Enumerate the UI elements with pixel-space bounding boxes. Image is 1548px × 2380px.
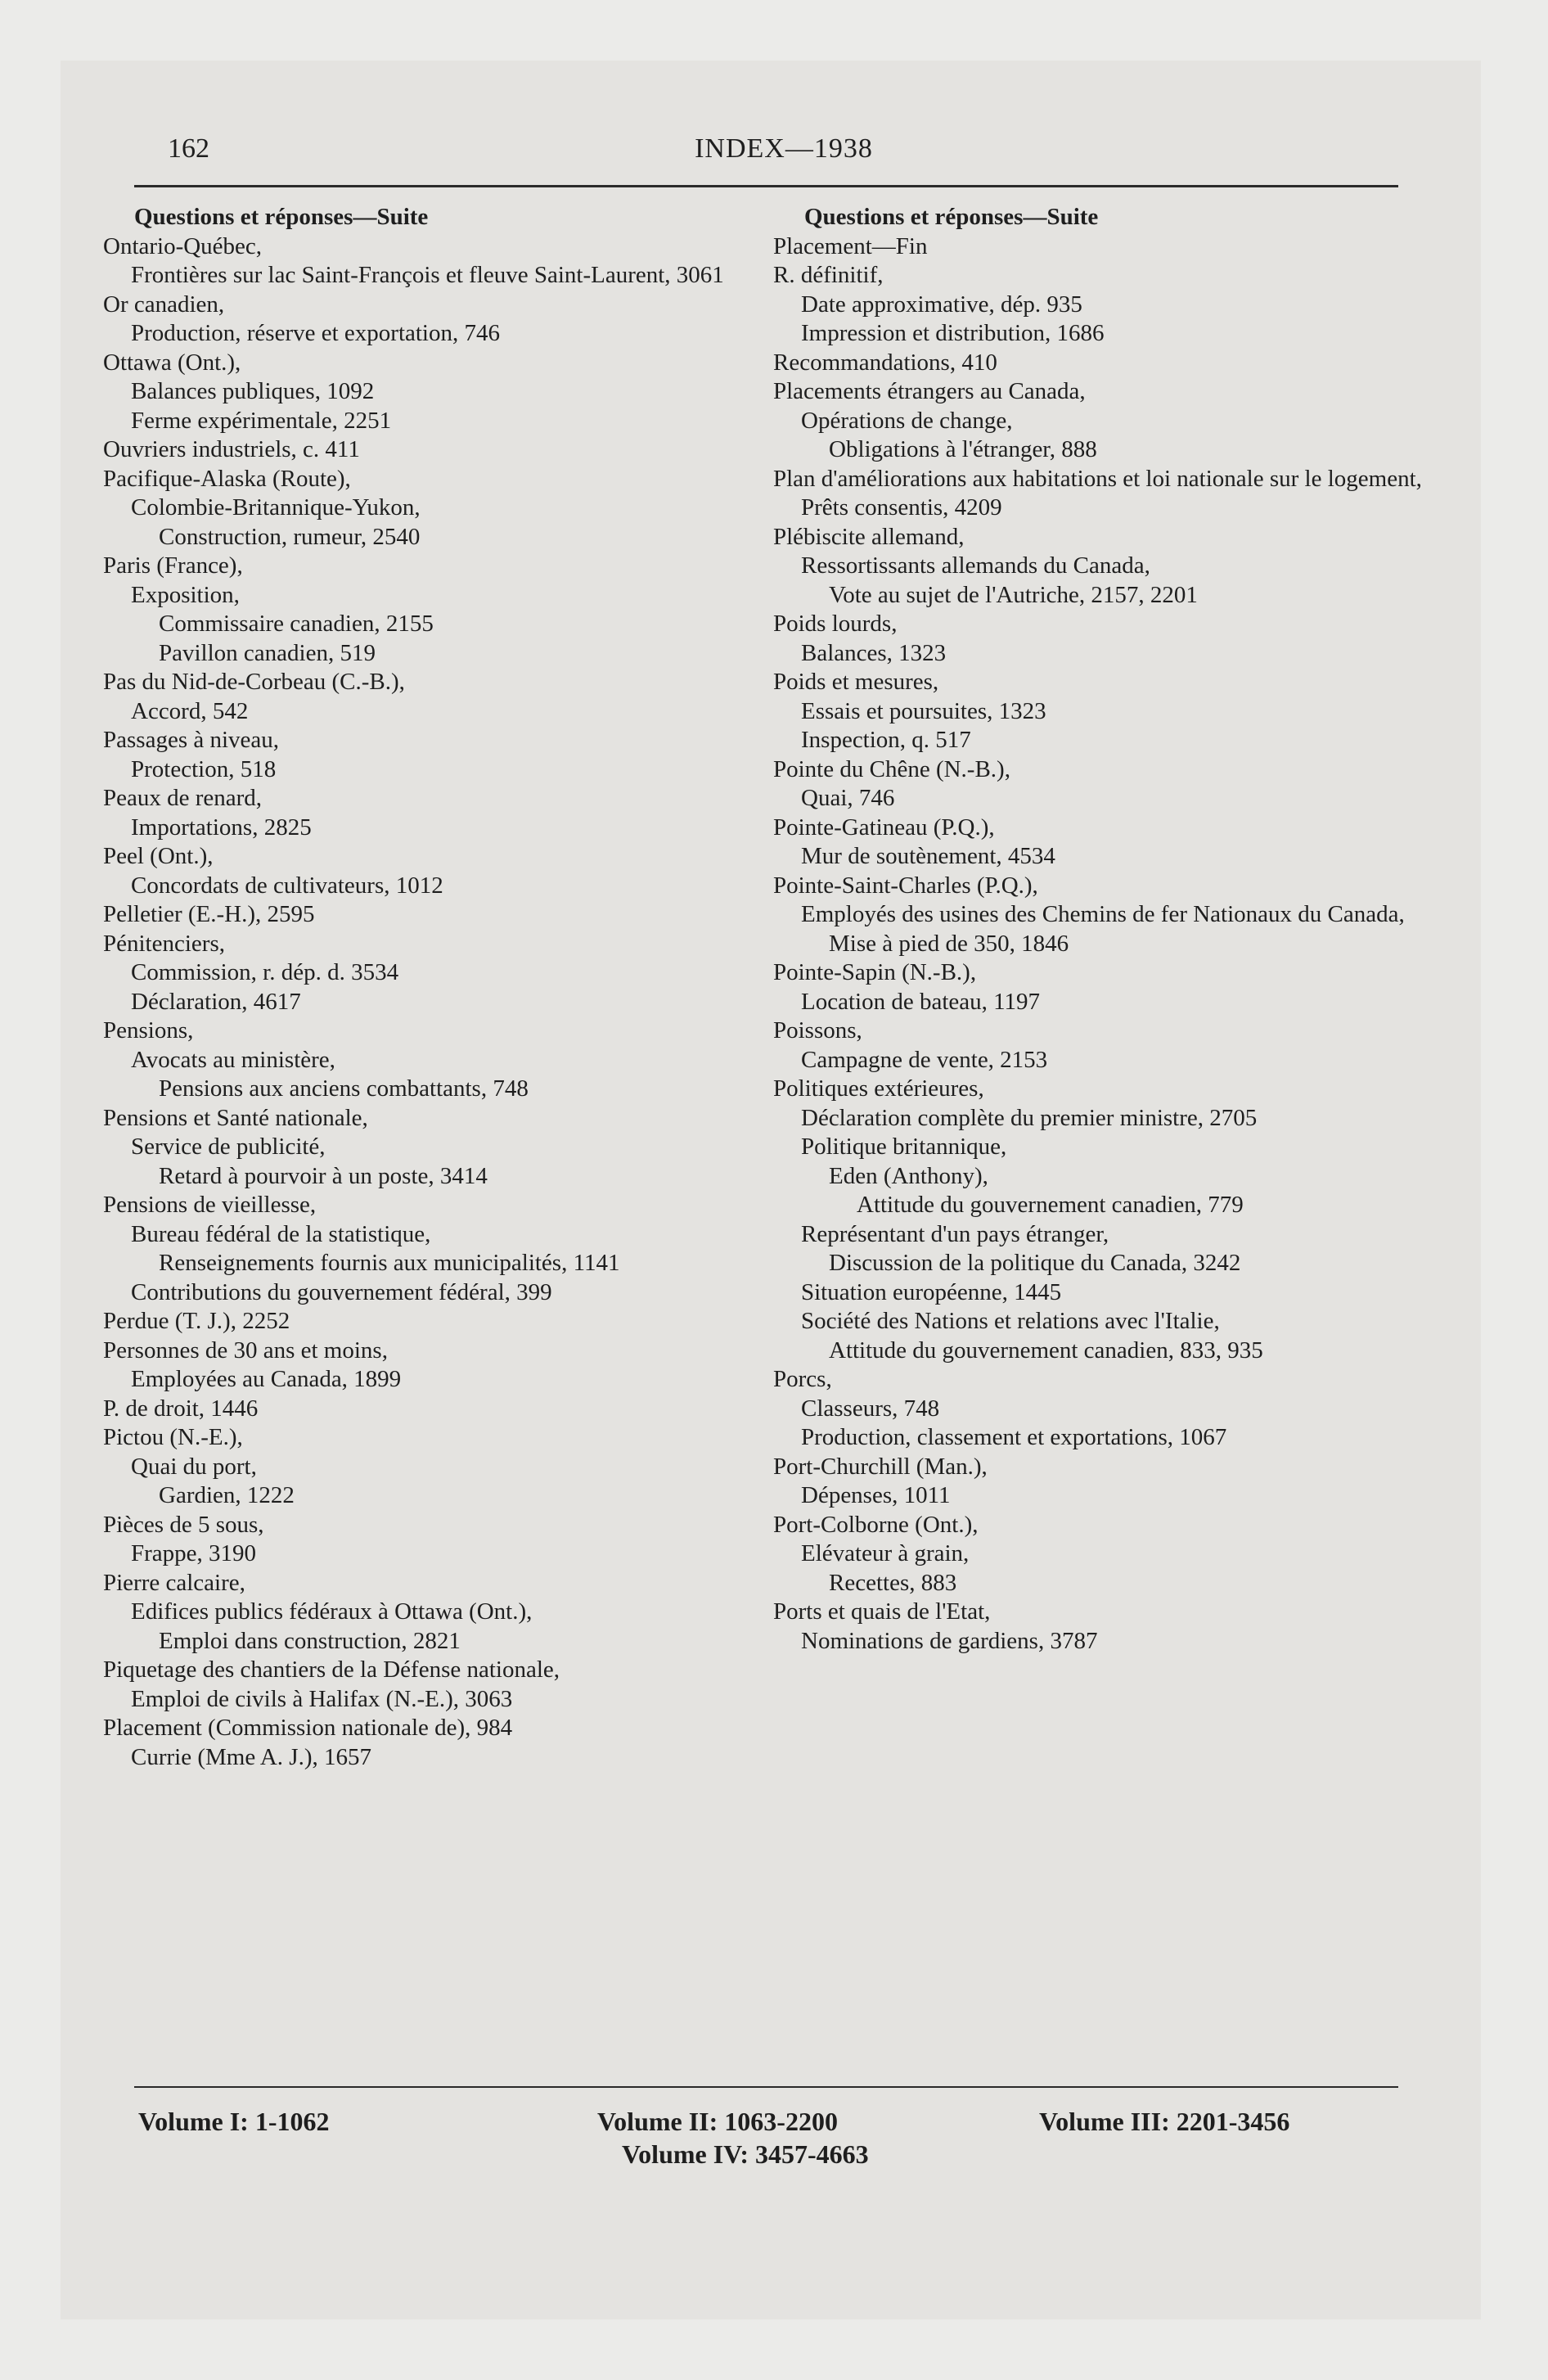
index-entry: Pensions aux anciens combattants, 748 — [159, 1075, 529, 1102]
index-entry: Pavillon canadien, 519 — [159, 639, 376, 666]
index-entry: Construction, rumeur, 2540 — [159, 523, 421, 550]
index-entry: Placements étrangers au Canada, — [773, 378, 1086, 404]
index-entry: Port-Colborne (Ont.), — [773, 1511, 979, 1538]
index-entry: Pointe-Sapin (N.-B.), — [773, 959, 977, 985]
section-heading: Questions et réponses—Suite — [134, 204, 429, 230]
index-entry: Emploi dans construction, 2821 — [159, 1627, 461, 1654]
index-entry: Avocats au ministère, — [131, 1046, 335, 1073]
index-entry: Placement—Fin — [773, 232, 928, 259]
index-entry: Ottawa (Ont.), — [103, 349, 241, 376]
index-entry: Piquetage des chantiers de la Défense nationale, — [103, 1657, 560, 1683]
page-title: INDEX—1938 — [695, 133, 873, 164]
index-entry: Représentant d'un pays étranger, — [801, 1220, 1109, 1247]
index-entry: Peel (Ont.), — [103, 843, 214, 869]
index-entry: Pensions de vieillesse, — [103, 1192, 317, 1218]
index-entry: Pelletier (E.-H.), 2595 — [103, 901, 315, 927]
index-entry: Personnes de 30 ans et moins, — [103, 1336, 388, 1364]
index-entry: Mur de soutènement, 4534 — [801, 843, 1055, 869]
index-entry: Attitude du gouvernement canadien, 779 — [857, 1192, 1244, 1218]
index-entry: Gardien, 1222 — [159, 1482, 295, 1508]
index-entry: Retard à pourvoir à un poste, 3414 — [159, 1162, 488, 1189]
index-entry: Quai, 746 — [801, 785, 895, 811]
index-entry: Currie (Mme A. J.), 1657 — [131, 1743, 371, 1770]
index-entry: Classeurs, 748 — [801, 1395, 940, 1422]
index-entry: Pièces de 5 sous, — [103, 1511, 264, 1538]
index-entry: Perdue (T. J.), 2252 — [103, 1308, 290, 1334]
index-entry: Nominations de gardiens, 3787 — [801, 1627, 1098, 1654]
index-entry: Employés des usines des Chemins de fer Nationaux du Canada, — [801, 901, 1405, 927]
index-entry: Vote au sujet de l'Autriche, 2157, 2201 — [829, 581, 1198, 608]
index-entry: Concordats de cultivateurs, 1012 — [131, 872, 443, 899]
index-entry: Déclaration, 4617 — [131, 988, 301, 1015]
index-entry: Elévateur à grain, — [801, 1540, 970, 1566]
index-entry: Colombie-Britannique-Yukon, — [131, 494, 421, 521]
index-entry: Edifices publics fédéraux à Ottawa (Ont.), — [131, 1598, 533, 1625]
index-entry: Pierre calcaire, — [103, 1569, 245, 1596]
index-entry: Pacifique-Alaska (Route), — [103, 465, 351, 492]
header-rule — [134, 185, 1398, 187]
index-entry: Passages à niveau, — [103, 727, 280, 753]
index-entry: Poissons, — [773, 1017, 862, 1044]
index-entry: Production, classement et exportations, 1067 — [801, 1424, 1227, 1450]
index-entry: Exposition, — [131, 581, 240, 608]
index-entry: Situation européenne, 1445 — [801, 1278, 1062, 1305]
index-entry: R. définitif, — [773, 262, 884, 288]
volume-2-range: Volume II: 1063-2200 — [597, 2107, 838, 2136]
index-entry: Pas du Nid-de-Corbeau (C.-B.), — [103, 669, 405, 695]
index-entry: Mise à pied de 350, 1846 — [829, 930, 1069, 957]
index-entry: Renseignements fournis aux municipalités, 1141 — [159, 1250, 620, 1276]
index-entry: Ressortissants allemands du Canada, — [801, 552, 1150, 579]
index-entry: Frontières sur lac Saint-François et fleuve Saint-Laurent, 3061 — [131, 262, 724, 288]
index-entry: Ferme expérimentale, 2251 — [131, 407, 392, 434]
index-entry: Accord, 542 — [131, 697, 249, 724]
index-entry: Prêts consentis, 4209 — [801, 494, 1002, 521]
volume-1-range: Volume I: 1-1062 — [138, 2107, 330, 2136]
index-entry: Balances, 1323 — [801, 639, 947, 666]
index-entry: Déclaration complète du premier ministre, 2705 — [801, 1104, 1258, 1131]
index-entry: Port-Churchill (Man.), — [773, 1453, 988, 1480]
index-entry: Placement (Commission nationale de), 984 — [103, 1715, 513, 1741]
index-entry: Balances publiques, 1092 — [131, 378, 375, 404]
index-entry: Peaux de renard, — [103, 785, 263, 811]
index-entry: Poids et mesures, — [773, 669, 939, 695]
volume-3-range: Volume III: 2201-3456 — [1039, 2107, 1290, 2136]
index-entry: Pensions, — [103, 1017, 194, 1044]
index-entry: Paris (France), — [103, 552, 243, 579]
index-entry: Ontario-Québec, — [103, 232, 263, 259]
index-entry: Pointe-Gatineau (P.Q.), — [773, 814, 995, 841]
index-entry: Or canadien, — [103, 291, 225, 318]
index-entry: Pointe du Chêne (N.-B.), — [773, 755, 1010, 782]
footer-rule — [134, 2086, 1398, 2088]
index-entry: Recommandations, 410 — [773, 349, 997, 376]
index-entry: Pictou (N.-E.), — [103, 1424, 243, 1450]
index-entry: Service de publicité, — [131, 1134, 326, 1160]
index-entry: Commission, r. dép. d. 3534 — [131, 959, 399, 985]
index-entry: Porcs, — [773, 1366, 832, 1392]
index-entry: Emploi de civils à Halifax (N.-E.), 3063 — [131, 1685, 513, 1712]
index-entry: Commissaire canadien, 2155 — [159, 611, 434, 637]
index-entry: Obligations à l'étranger, 888 — [829, 436, 1097, 462]
page-number: 162 — [168, 133, 209, 164]
index-entry: Location de bateau, 1197 — [801, 988, 1041, 1015]
index-entry: Impression et distribution, 1686 — [801, 320, 1105, 346]
index-entry: Date approximative, dép. 935 — [801, 291, 1082, 318]
index-entry: Discussion de la politique du Canada, 3242 — [829, 1250, 1241, 1276]
index-entry: Protection, 518 — [131, 755, 277, 782]
index-entry: Employées au Canada, 1899 — [131, 1366, 402, 1392]
index-entry: Dépenses, 1011 — [801, 1482, 951, 1508]
index-entry: Opérations de change, — [801, 407, 1013, 434]
index-entry: Ports et quais de l'Etat, — [773, 1598, 991, 1625]
index-column-right — [773, 203, 1438, 1656]
index-entry: Quai du port, — [131, 1453, 257, 1480]
index-entry: Production, réserve et exportation, 746 — [131, 320, 500, 346]
index-entry: Bureau fédéral de la statistique, — [131, 1220, 431, 1247]
index-entry: Pensions et Santé nationale, — [103, 1104, 368, 1131]
index-entry: Essais et poursuites, 1323 — [801, 697, 1046, 724]
index-entry: Eden (Anthony), — [829, 1162, 988, 1189]
index-entry: Importations, 2825 — [131, 814, 312, 841]
index-entry: Plan d'améliorations aux habitations et loi nationale sur le logement, — [773, 465, 1422, 492]
running-head — [168, 133, 1400, 169]
index-column-left — [103, 203, 768, 1772]
index-entry: Pénitenciers, — [103, 930, 225, 957]
index-entry: Pointe-Saint-Charles (P.Q.), — [773, 872, 1038, 899]
index-entry: Frappe, 3190 — [131, 1540, 257, 1566]
index-entry: Politique britannique, — [801, 1134, 1007, 1160]
section-heading: Questions et réponses—Suite — [804, 204, 1099, 230]
index-entry: Contributions du gouvernement fédéral, 399 — [131, 1278, 552, 1305]
index-entry: Recettes, 883 — [829, 1569, 957, 1596]
index-entry: P. de droit, 1446 — [103, 1395, 259, 1422]
volume-4-range: Volume IV: 3457-4663 — [622, 2139, 869, 2169]
index-entry: Politiques extérieures, — [773, 1075, 984, 1102]
index-entry: Ouvriers industriels, c. 411 — [103, 436, 360, 462]
index-entry: Poids lourds, — [773, 611, 898, 637]
index-entry: Société des Nations et relations avec l'Italie, — [801, 1308, 1220, 1334]
index-entry: Attitude du gouvernement canadien, 833, 935 — [829, 1336, 1263, 1364]
index-entry: Inspection, q. 517 — [801, 727, 971, 753]
index-entry: Campagne de vente, 2153 — [801, 1046, 1048, 1073]
index-entry: Plébiscite allemand, — [773, 523, 965, 550]
